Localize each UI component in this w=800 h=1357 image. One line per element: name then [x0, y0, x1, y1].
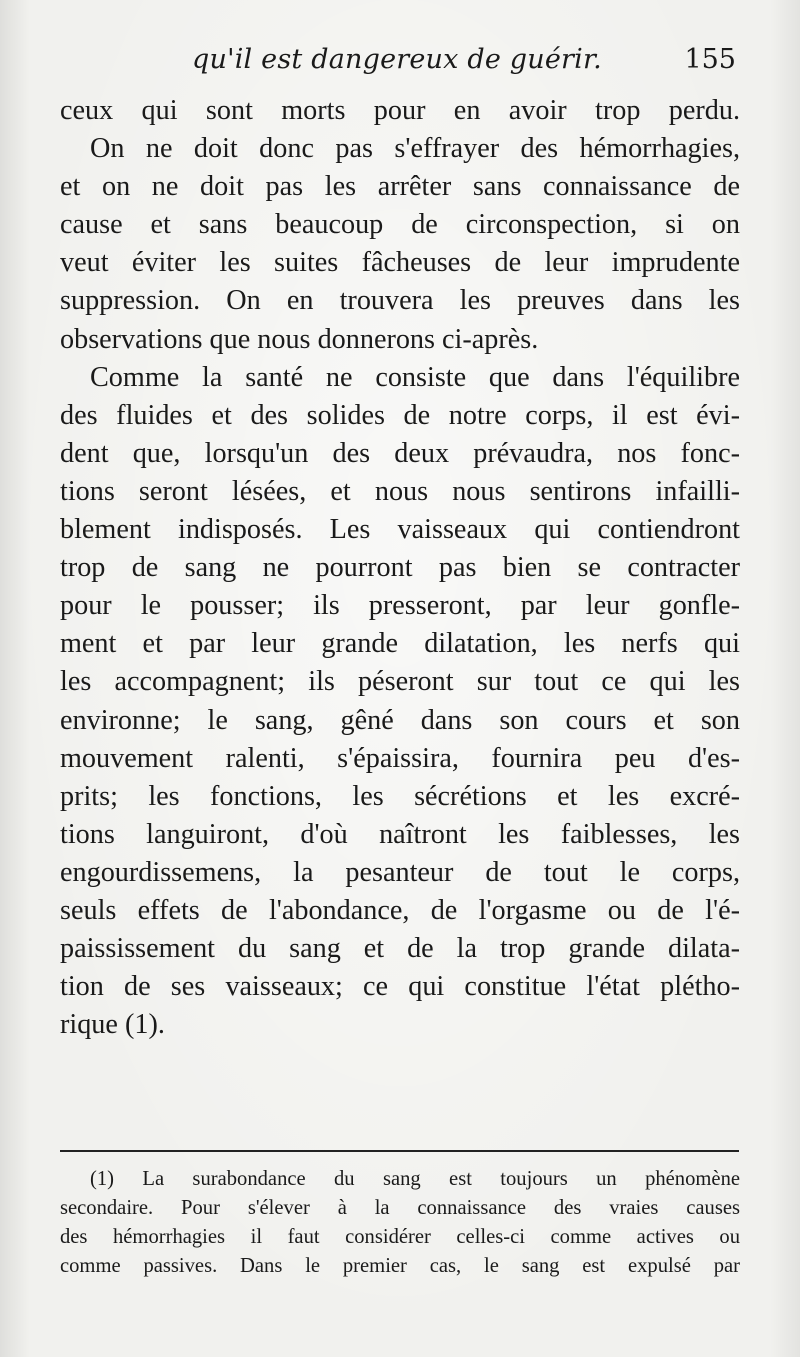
text-line: ment et par leur grande dilatation, les nerfs qui [60, 628, 740, 660]
text-line: tion de ses vaisseaux; ce qui constitue l'état plétho- [60, 971, 740, 1003]
running-head: qu'il est dangereux de guérir. [192, 44, 602, 75]
text-line: les accompagnent; ils péseront sur tout ce qui les [60, 666, 740, 698]
text-line: engourdissemens, la pesanteur de tout le corps, [60, 856, 740, 888]
text-line: dent que, lorsqu'un des deux prévaudra, nos fonc- [60, 437, 740, 469]
text-line: blement indisposés. Les vaisseaux qui contiendront [60, 514, 740, 546]
page-header [60, 44, 740, 80]
text-line: paississement du sang et de la trop grande dilata- [60, 933, 740, 965]
footnote [60, 1165, 740, 1281]
text-line: observations que nous donnerons ci-après. [60, 323, 539, 355]
footnote-rule [60, 1150, 739, 1152]
body-text [60, 92, 740, 1044]
footnote-line: (1) La surabondance du sang est toujours un phénomène [90, 1168, 740, 1190]
text-line: pour le pousser; ils presseront, par leur gonfle- [60, 590, 740, 622]
text-line: ceux qui sont morts pour en avoir trop perdu. [60, 95, 740, 126]
text-line: tions languiront, d'où naîtront les faiblesses, les [60, 818, 740, 850]
footnote-line: comme passives. Dans le premier cas, le sang est expulsé par [60, 1255, 740, 1277]
text-line: Comme la santé ne consiste que dans l'équilibre [90, 361, 740, 393]
text-line: des fluides et des solides de notre corps, il est évi- [60, 399, 740, 431]
text-line: rique (1). [60, 1009, 165, 1041]
text-line: veut éviter les suites fâcheuses de leur imprudente [60, 247, 740, 279]
text-line: mouvement ralenti, s'épaissira, fournira peu d'es- [60, 742, 740, 774]
page-number: 155 [684, 44, 736, 75]
text-line: prits; les fonctions, les sécrétions et les excré- [60, 780, 740, 812]
text-line: tions seront lésées, et nous nous sentirons infailli- [60, 475, 740, 507]
footnote-line: des hémorrhagies il faut considérer celles-ci comme actives ou [60, 1226, 740, 1248]
text-line: environne; le sang, gêné dans son cours et son [60, 704, 740, 736]
text-line: trop de sang ne pourront pas bien se contracter [60, 552, 740, 584]
text-line: cause et sans beaucoup de circonspection, si on [60, 209, 740, 241]
footnote-line: secondaire. Pour s'élever à la connaissance des vraies causes [60, 1197, 740, 1219]
text-line: suppression. On en trouvera les preuves dans les [60, 285, 740, 317]
text-line: et on ne doit pas les arrêter sans connaissance de [60, 171, 740, 203]
text-line: seuls effets de l'abondance, de l'orgasme ou de l'é- [60, 894, 740, 926]
text-line: On ne doit donc pas s'effrayer des hémorrhagies, [90, 133, 740, 165]
